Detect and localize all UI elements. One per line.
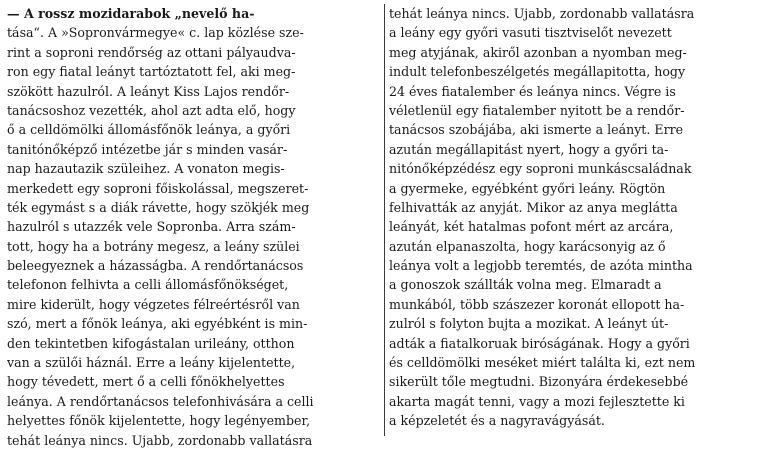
text-line: beleegyeznek a házasságba. A rendőrtanácsos [7, 258, 304, 274]
text-line: sikerült tőle megtudni. Bizonyára érdekesebbé [389, 374, 689, 390]
text-line: azután elpanaszolta, hogy karácsonyig az ő [389, 238, 666, 254]
text-line: hogy tévedett, mert ő a celli főnökhelyettes [7, 374, 285, 390]
text-line: a leány egy győri vasuti tisztviselőt nevezett [389, 25, 672, 41]
text-line: tása“. A »Sopronvármegye« c. lap közlése sze- [7, 25, 304, 41]
text-line: indult telefonbeszélgetés megállapitotta, hogy [389, 64, 686, 80]
right-column [389, 4, 770, 431]
text-line: leánya volt a legjobb teremtés, de azóta mintha [389, 258, 693, 274]
text-line: rint a soproni rendőrség az ottani pályaudva- [7, 44, 296, 60]
text-line: tehát leánya nincs. Ujabb, zordonabb vallatásra [7, 432, 313, 448]
text-line: tanácsos szobájába, aki ismerte a leányt. Erre [389, 122, 684, 138]
text-line: és celldömölki meséket miért találta ki, ezt nem [389, 355, 696, 371]
text-line: leányát, két hatalmas pofont mért az arcára, [389, 219, 674, 235]
text-line: ték egymást s a diák rávette, hogy szökjék meg [7, 199, 310, 215]
text-line: tanitónőképző intézetbe jár s minden vasár- [7, 141, 288, 157]
text-line: zulról s folyton bujta a mozikat. A leányt út- [389, 316, 669, 332]
text-line: merkedett egy soproni főiskolással, megszeret- [7, 180, 309, 196]
text-line: ron egy fiatal leányt tartóztatott fel, aki meg- [7, 64, 296, 80]
text-line: a gyermeke, egyébként győri leány. Rögtön [389, 180, 666, 196]
text-line: szó, mert a főnök leánya, aki egyébként is min- [7, 316, 308, 332]
text-line: nap hazautazik szüleihez. A vonaton megis- [7, 161, 285, 177]
text-line: akarta magát tenni, vagy a mozi fejlesztette ki [389, 393, 685, 409]
article-title-line: — A rossz mozidarabok „nevelő ha- [7, 6, 255, 21]
text-line: a gonoszok szállták volna meg. Elmaradt a [389, 277, 662, 293]
text-line: ő a celldömölki állomásfőnök leánya, a győri [7, 122, 291, 138]
text-line: den tekintetben kifogástalan urileány, otthon [7, 335, 295, 351]
text-line: adták a fiatalkoruak biróságának. Hogy a győri [389, 335, 690, 351]
text-line: tehát leánya nincs. Ujabb, zordonabb vallatásra [389, 6, 695, 21]
text-line: véletlenül egy fiatalember nyitott be a rendőr- [389, 102, 685, 118]
text-line: tanácsoshoz vezették, ahol azt adta elő, hogy [7, 102, 296, 118]
text-line: helyettes főnök kijelentette, hogy legényember, [7, 413, 311, 429]
text-line: meg atyjának, akiről azonban a nyomban meg- [389, 44, 687, 60]
column-divider [384, 4, 385, 436]
text-line: tott, hogy ha a botrány megesz, a leány szülei [7, 238, 300, 254]
text-line: telefonon felhivta a celli állomásfőnökséget, [7, 277, 289, 293]
text-line: nitónőképzédész egy soproni munkáscsaládnak [389, 161, 692, 177]
text-line: leánya. A rendőrtanácsos telefonhivására a celli [7, 393, 314, 409]
text-line: mire kiderült, hogy végzetes félreértésről van [7, 296, 300, 312]
text-line: a képzeletét és a nagyravágyását. [389, 413, 605, 429]
text-line: 24 éves fiatalember és leánya nincs. Végre is [389, 83, 676, 99]
text-line: azután megállapitást nyert, hogy a győri ta- [389, 141, 669, 157]
left-column [7, 4, 382, 450]
text-line: szökött hazulról. A leányt Kiss Lajos rendőr- [7, 83, 290, 99]
text-line: munkából, több szászezer koronát ellopott ha- [389, 296, 685, 312]
text-line: felhivatták az anyját. Mikor az anya meglátta [389, 199, 678, 215]
text-line: van a szülői háznál. Erre a leány kijelentette, [7, 355, 296, 371]
text-line: hazulról s utazzék vele Sopronba. Arra szám- [7, 219, 296, 235]
